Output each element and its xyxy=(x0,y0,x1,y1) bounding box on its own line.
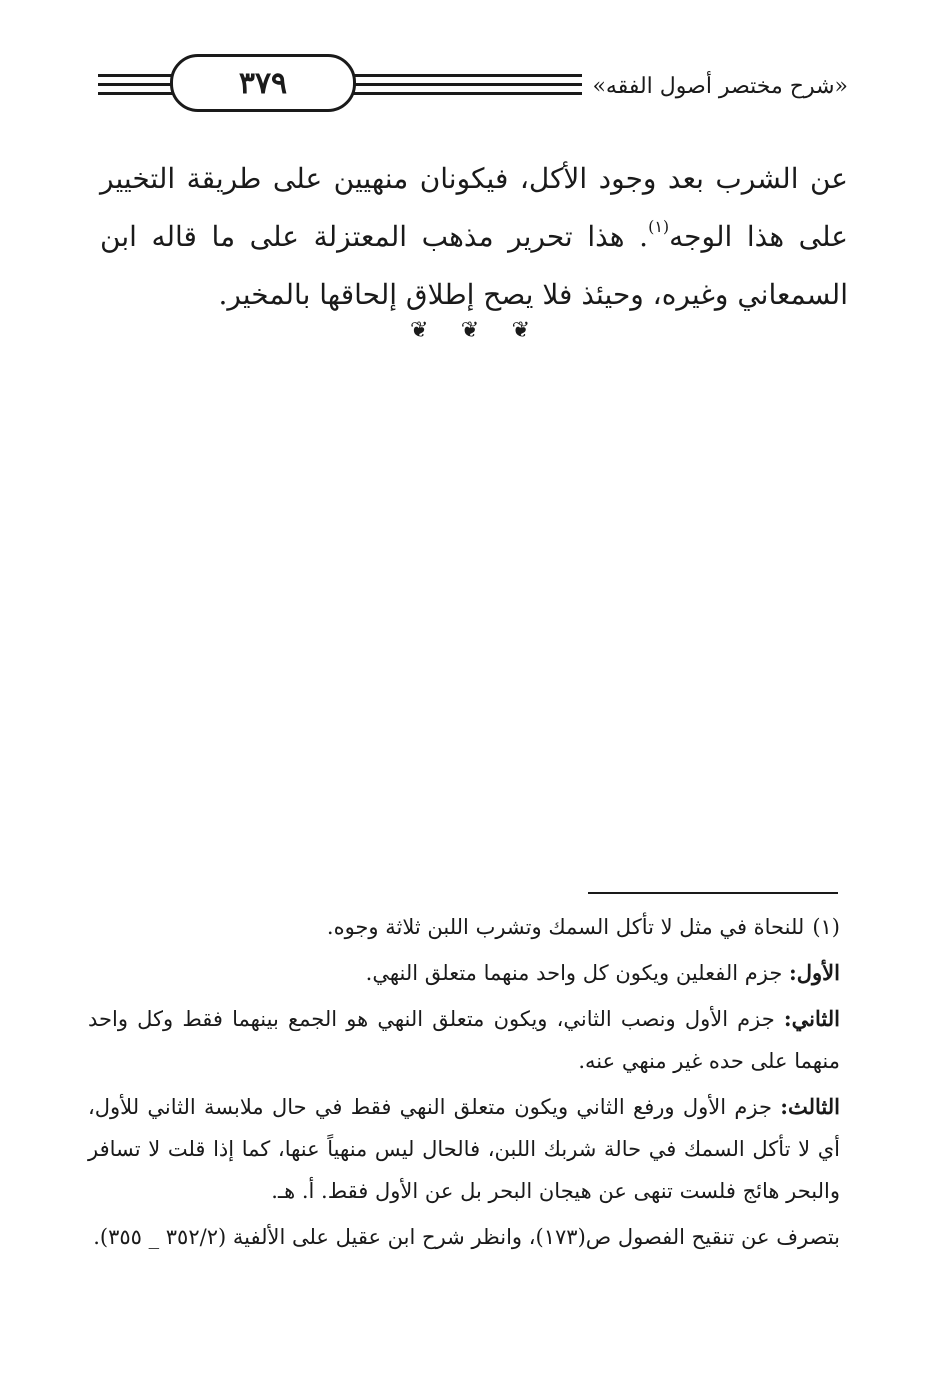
section-ornament xyxy=(410,318,530,343)
footnote-item-label: الثاني: xyxy=(783,1006,840,1031)
footnote-item-text: جزم الفعلين ويكون كل واحد منهما متعلق النهي. xyxy=(365,961,790,985)
floral-ornament-icon: ❦ xyxy=(460,318,480,343)
footnote-source: بتصرف عن تنقيح الفصول ص(١٧٣)، وانظر شرح ابن عقيل على الألفية (٣٥٢/٢ _ ٣٥٥). xyxy=(93,1225,840,1249)
floral-ornament-icon: ❦ xyxy=(410,318,429,343)
footnote-item xyxy=(88,952,840,994)
footnote-item-label: الأول: xyxy=(789,960,840,985)
footnote-intro xyxy=(88,906,840,948)
footnote-item-text: جزم الأول ورفع الثاني ويكون متعلق النهي فقط في حال ملابسة الثاني للأول، أي لا تأكل السمك في حالة شربك اللبن، فالحال ليس منهياً عنها، كما إذا قلت لا تسافر والبحر هائج فلست تنهى عن هيجان البحر بل عن الأول فقط. أ. هـ. xyxy=(88,1095,840,1203)
footnote-item xyxy=(88,1086,840,1212)
book-title: «شرح مختصر أصول الفقه» xyxy=(582,74,848,99)
footnote-item-text: جزم الأول ونصب الثاني، ويكون متعلق النهي هو الجمع بينهما فقط وكل واحد منهما على حده غير منهي عنه. xyxy=(88,1007,840,1073)
main-paragraph: عن الشرب بعد وجود الأكل، فيكونان منهيين على طريقة التخيير على هذا الوجه xyxy=(100,162,848,253)
floral-ornament-icon: ❦ xyxy=(511,318,530,343)
page-number: ٣٧٩ xyxy=(170,54,356,112)
page-header xyxy=(98,52,848,132)
main-text xyxy=(100,150,848,324)
footnote-number: (١) xyxy=(812,915,840,939)
footnote-reference[interactable]: (١) xyxy=(648,217,670,236)
footnote-item xyxy=(88,998,840,1082)
main-paragraph-continued: . هذا تحرير مذهب المعتزلة على ما قاله ابن السمعاني وغيره، وحيئذ فلا يصح إطلاق إلحاقها بالمخير. xyxy=(100,220,848,311)
footnote-intro-text: للنحاة في مثل لا تأكل السمك وتشرب اللبن ثلاثة وجوه. xyxy=(326,915,805,939)
footnote-item-label: الثالث: xyxy=(780,1094,840,1119)
footnote-separator xyxy=(588,892,838,894)
footnotes xyxy=(88,906,840,1262)
